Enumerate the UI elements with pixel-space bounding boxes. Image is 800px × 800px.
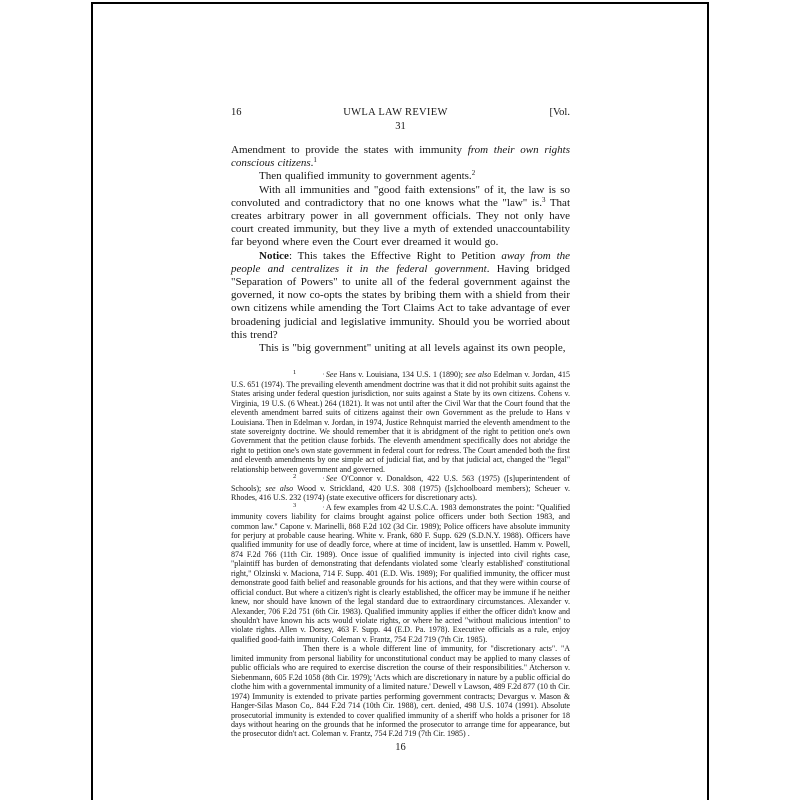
body-paragraph-5 [231,342,570,355]
text-run-italic: from their own rights conscious citizens [231,144,571,170]
text-run: Amendment to provide the states with immunity [231,144,468,156]
running-header [231,106,570,119]
volume-prefix: [Vol. [549,107,570,118]
footnote-number-3: 3 [293,501,297,509]
text-run-italic: away from the people and centralizes it in the federal government [231,249,571,275]
footnote-ref-1: 1 [313,156,317,165]
body-paragraph-2 [231,170,570,183]
text-run: A few examples from 42 U.S.C.A. 1983 demonstrates the point: "Qualified immunity covers liability for claims brought against police officers under both Section 1983, and common law." Capone v. Marinelli, 868 F.2d 102 (3d Cir. 1989); Police officers have absolute immunity for perjury at probable cause hearing. White v. Frank, 680 F. Supp. 629 (S.D.N.Y. 1988). Officers have qualified immunity for use of deadly force, where at time of incident, law is unsettled. Hamm v. Powell, 874 F.2d 766 (11th Cir. 1989). Once issue of qualified immunity is injected into civil rights case, "plaintiff has burden of demonstrating that defendants violated some 'clearly established' constitutional right," Olzinski v. Maciona, 714 F. Supp. 401 (E.D. Wis. 1989); For qualified immunity, the officer must demonstrate good faith belief and reasonable grounds for his actions, and that they were within course of official conduct. But where a citizen's right is clearly established, the officer may be immune if he neither knew, nor should have known of the legal standard due to extraordinary circumstances. Alexander v. Alexander, 706 F.2d 751 (6th Cir. 1983). Qualified immunity applies if either the officer didn't know and shouldn't have known his acts would violate rights, or where he acted "without malicious intention" to violate rights. Allen v. Dorsey, 463 F. Supp. 44 (E.D. Pa. 1978). Executive officials as a rule, enjoy qualified good-faith immunity. Coleman v. Frantz, 754 F.2d 719 (7th Cir. 1985). [231,502,570,644]
footnote-ref-3: 3 [541,195,546,204]
text-run: That creates arbitrary power in all government officials. They not only have court created immunity, but they live a myth of extended unaccountability far beyond where even the Court ever dreamed it would go. [231,196,570,249]
text-run: This is "big government" uniting at all levels against its own people, [259,342,566,355]
footnote-ref-2: 2 [471,169,476,178]
body-paragraph-1 [231,144,570,170]
text-run: Hans v. Louisiana, 134 U.S. 1 (1890); [337,370,466,380]
text-run-bold: Notice [259,249,289,262]
footnote-1 [231,370,570,474]
text-run: Edelman v. Jordan, 415 U.S. 651 (1974). The prevailing eleventh amendment doctrine was that it did not prohibit suits against the States arising under federal question jurisdiction, nor suits against a State by its own citizens. Cohens v. Virginia, 19 U.S. (6 Wheat.) 264 (1821). It was not until after the Civil War that the Court found that the eleventh amendment barred suits of citizens against their own Government as the prelude to Hans v Louisiana. Then in Edelman v. Jordan, in 1974, Justice Rehnquist married the eleventh amendment to the state sovereignty doctrine. We should remember that it is abridgment of the right to petition one's own Government that the petition clause forbids. The eleventh amendment specifically does not abridge the right to petition one's own state government in federal court for redress. The Court amended both the first and eleventh amendments by one simple act of judicial fiat, and by that judicial act, changed the "legal" relationship between government and governed. [231,370,570,474]
footnote-2 [231,474,570,502]
leader-dot: · [322,474,325,484]
text-run-italic: see also [265,483,294,493]
footnote-3 [231,503,570,645]
article-body [231,144,570,355]
text-run: Then qualified immunity to government agents. [259,170,472,183]
text-run-italic: See [325,370,338,380]
text-run-italic: see also [465,370,492,380]
text-run-italic: See [325,474,338,484]
footnote-number-2: 2 [293,473,297,481]
footer-page-number: 16 [395,741,406,753]
text-run: Wood v. Strickland, 420 U.S. 308 (1975) ([s]choolboard members); Scheuer v. Rhodes, 416 U.S. 232 (1974) (state executive officers for discretionary acts). [231,483,570,503]
text-run: : This takes the Effective Right to Petition [288,249,502,262]
text-run: Then there is a whole different line of immunity, for "discretionary acts". "A limited immunity from personal liability for unconstitutional conduct may be applied to many classes of public officials who are required to exercise discretion the course of their responsibilities." Atcherson v. Siebenmann, 605 F.2d 1058 (8th Cir. 1979); 'Acts which are discretionary in nature by a public official do clothe him with a governmental immunity of a limited nature.' Dewell v Lawson, 489 F.2d 877 (10 th Cir. 1974) Immunity is extended to private parties performing government contracts; Devargus v. Mason & Hanger-Silas Mason Co,. 844 F.2d 714 (10th Cir. 1988), cert. denied, 498 U.S. 1074 (1991). Absolute prosecutorial immunity is extended to cover qualified immunity of a sheriff who holds a prisoner for 18 days without hearing on the grounds that he informed the prosecutor to arrange time for appearance, but the prosecutor didn't act. Coleman v. Frantz, 754 F.2d 719 (7th Cir. 1985) . [231,644,570,739]
text-run: With all immunities and "good faith extensions" of it, the law is so convoluted and contradictory that no one knows what the "law" is. [231,183,570,209]
leader-dot: · [322,370,325,380]
body-paragraph-4 [231,250,570,342]
page-content [231,106,570,754]
leader-dot: · [322,502,325,512]
body-paragraph-3 [231,184,570,250]
footnote-3-paragraph-2 [231,644,570,739]
header-page-number: 16 [231,107,242,118]
text-run: . [310,157,314,170]
text-run: . Having bridged "Separation of Powers" to unite all of the federal government against the governed, it now co-opts the states by bribing them with a shield from their own citizens while amending the Tort Claims Act to take advantage of ever broadening judicial and legislative immunity. Should you be worried about this trend? [231,262,571,341]
footnotes-section [231,370,570,739]
volume-number: 31 [395,121,406,132]
text-run: O'Connor v. Donaldson, 422 U.S. 563 (1975) ([s]uperintendent of Schools); [231,474,570,493]
footnote-number-1: 1 [293,369,297,377]
journal-title: UWLA LAW REVIEW [343,107,448,118]
